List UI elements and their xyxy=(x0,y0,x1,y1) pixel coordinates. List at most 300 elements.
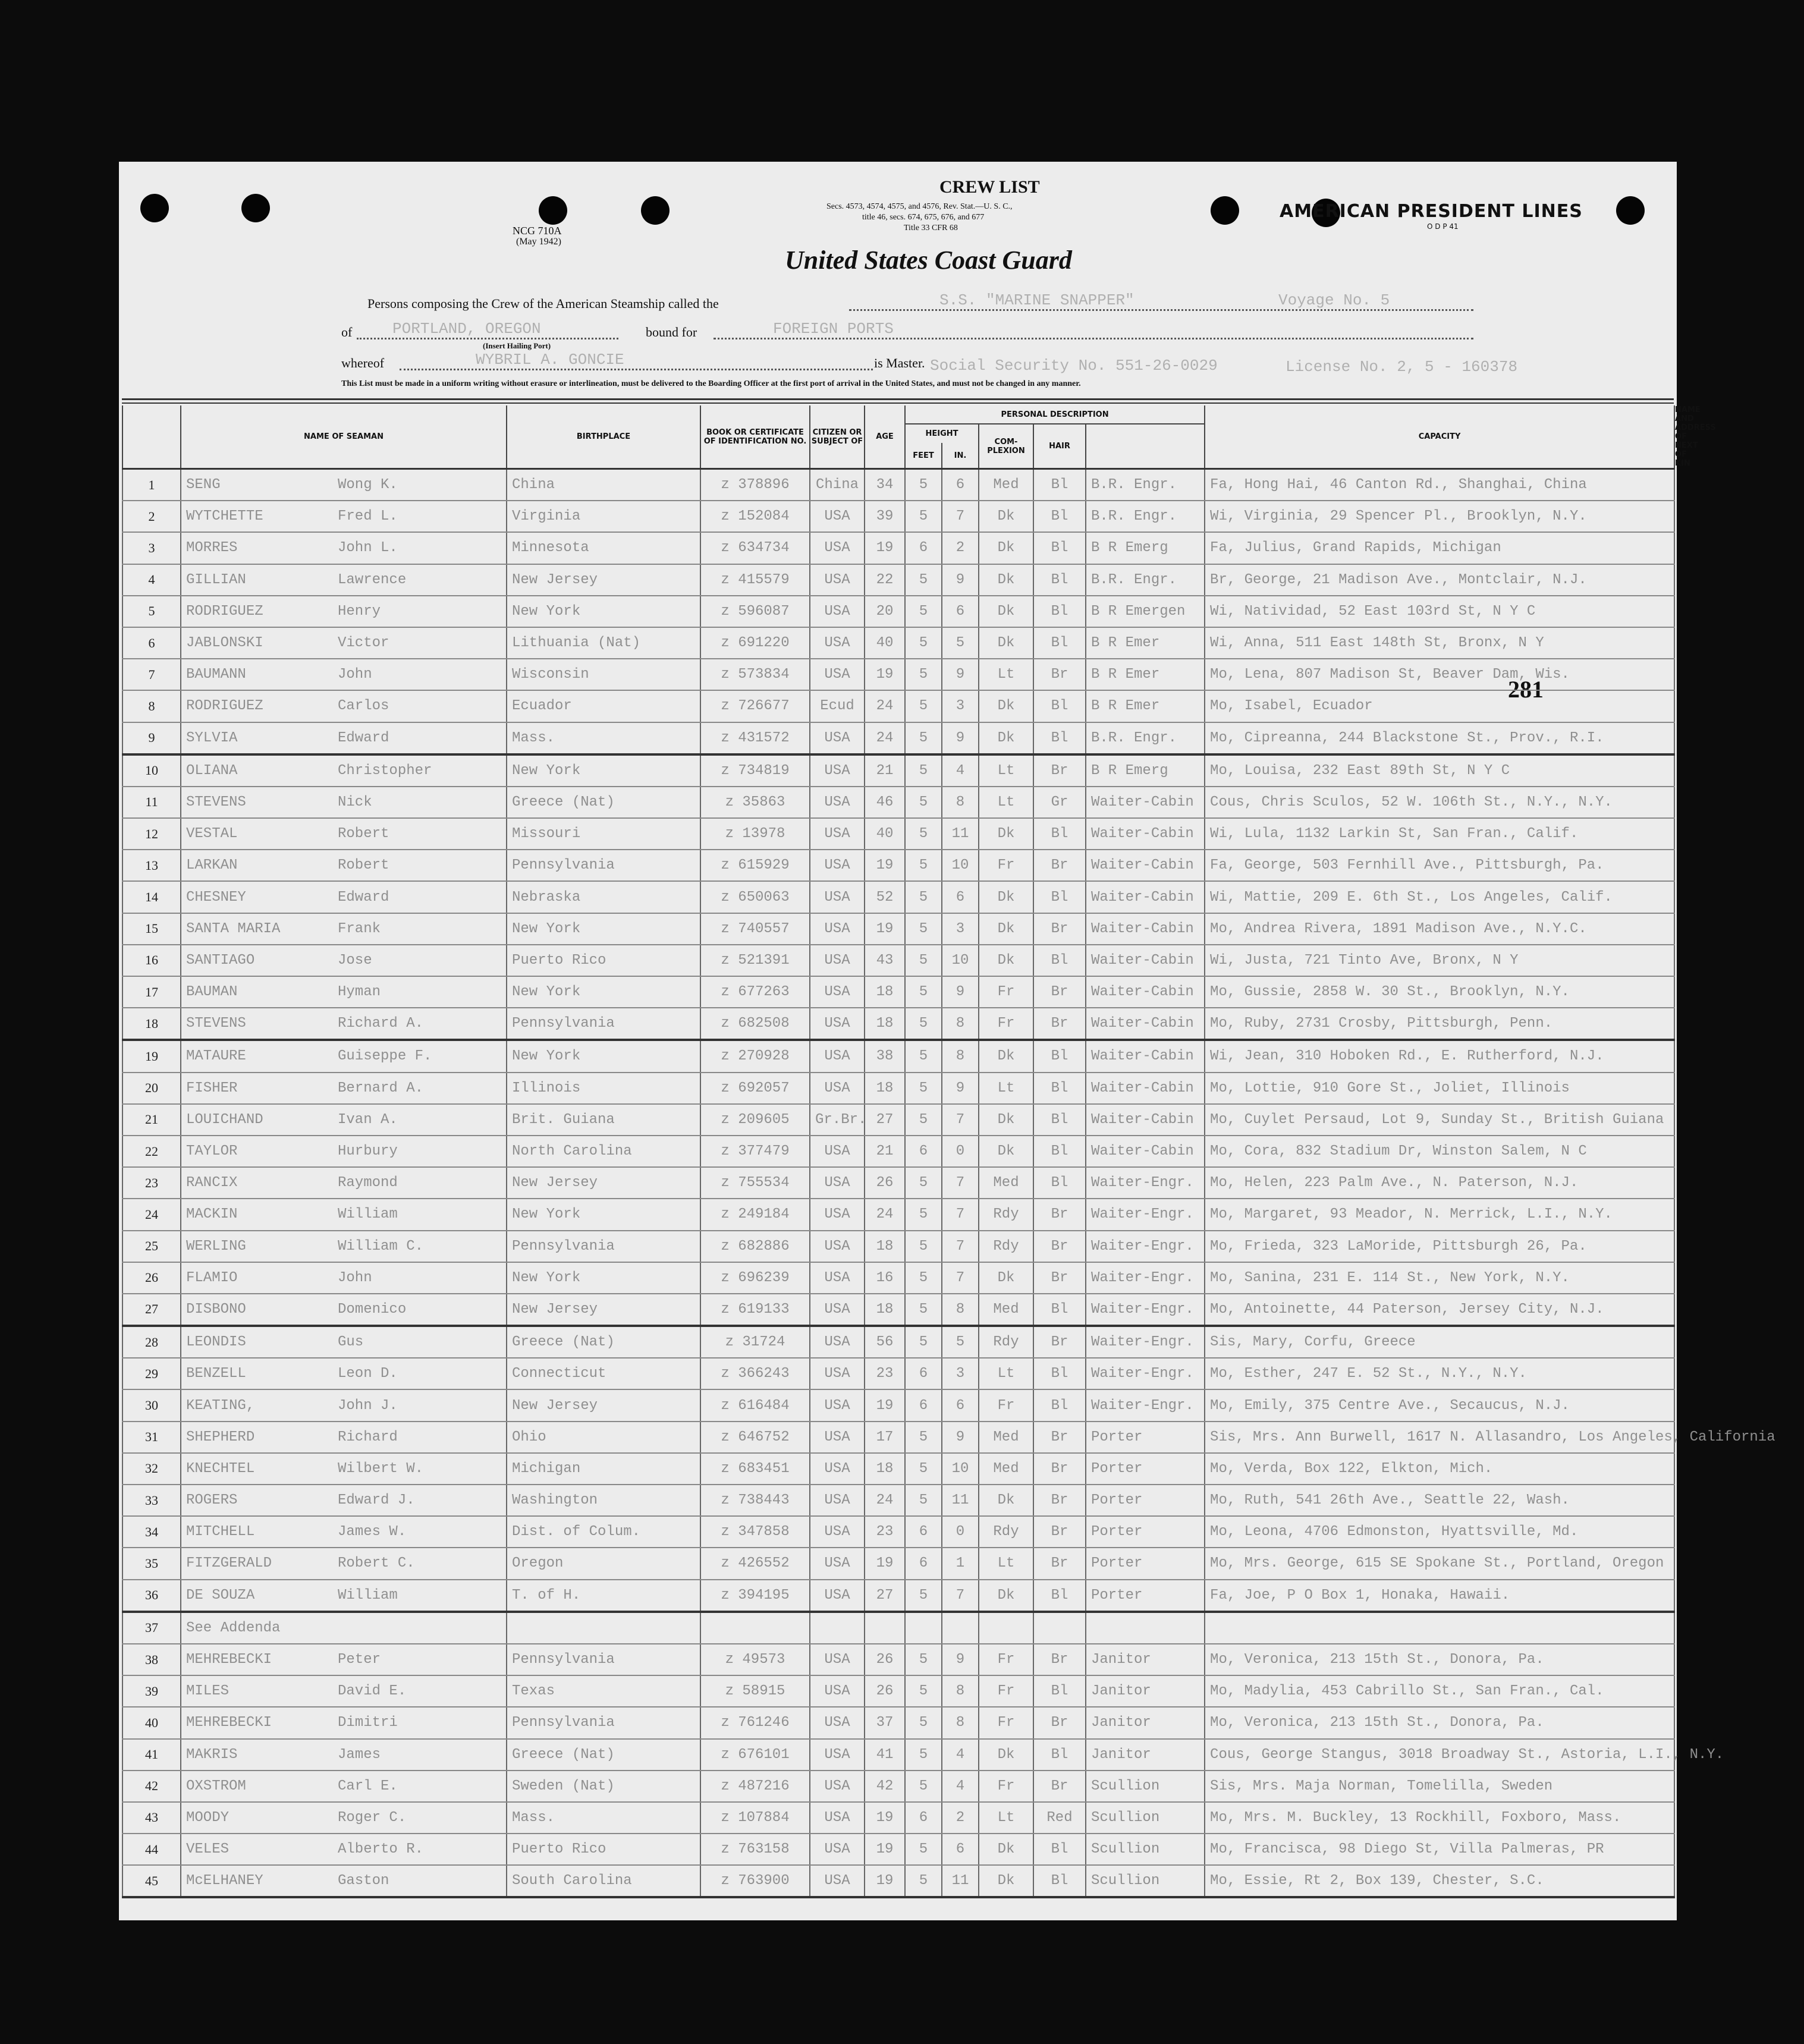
height-feet: 5 xyxy=(905,1199,942,1230)
citizenship: USA xyxy=(810,818,865,850)
given-name: John xyxy=(338,1269,372,1286)
seaman-name xyxy=(181,564,507,596)
given-name: Dimitri xyxy=(338,1715,398,1731)
age-cell: 19 xyxy=(865,1548,905,1579)
height-feet: 6 xyxy=(905,532,942,564)
height-inches: 0 xyxy=(942,1136,979,1167)
hair-cell: Gr xyxy=(1033,787,1086,818)
citizenship: USA xyxy=(810,1644,865,1675)
birthplace-cell: Puerto Rico xyxy=(507,1834,700,1865)
height-feet: 5 xyxy=(905,659,942,690)
capacity-cell: Waiter-Engr. xyxy=(1086,1326,1205,1358)
birthplace-cell: Texas xyxy=(507,1675,700,1707)
table-row xyxy=(122,1422,1674,1453)
complexion-cell: Med xyxy=(979,469,1033,501)
row-number: 5 xyxy=(122,596,181,627)
row-number: 12 xyxy=(122,818,181,850)
capacity-cell: Waiter-Cabin xyxy=(1086,787,1205,818)
table-row xyxy=(122,501,1674,532)
social-security-number: Social Security No. 551-26-0029 xyxy=(930,357,1218,375)
citizenship: USA xyxy=(810,1675,865,1707)
given-name: Ivan A. xyxy=(338,1111,398,1128)
hair-cell: Bl xyxy=(1033,1389,1086,1421)
vessel-name: S.S. "MARINE SNAPPER" xyxy=(939,291,1134,309)
table-row xyxy=(122,1739,1674,1771)
complexion-cell: Med xyxy=(979,1167,1033,1199)
height-inches: 8 xyxy=(942,1008,979,1040)
table-row xyxy=(122,1199,1674,1230)
book-number: z 35863 xyxy=(700,787,810,818)
complexion-cell: Rdy xyxy=(979,1326,1033,1358)
height-feet: 5 xyxy=(905,1580,942,1612)
age-cell: 39 xyxy=(865,501,905,532)
surname: MEHREBECKI xyxy=(186,1652,272,1668)
height-feet: 5 xyxy=(905,1326,942,1358)
seaman-name xyxy=(181,1675,507,1707)
given-name: Edward xyxy=(338,889,389,905)
birthplace-cell: New York xyxy=(507,913,700,945)
complexion-cell: Fr xyxy=(979,1707,1033,1738)
complexion-cell: Lt xyxy=(979,1358,1033,1389)
complexion-cell: Dk xyxy=(979,1040,1033,1072)
height-inches: 6 xyxy=(942,1389,979,1421)
given-name: Robert xyxy=(338,826,389,842)
citizenship: USA xyxy=(810,754,865,787)
table-row xyxy=(122,596,1674,627)
height-feet: 5 xyxy=(905,1771,942,1802)
table-row xyxy=(122,1771,1674,1802)
birthplace-cell: Pennsylvania xyxy=(507,1231,700,1262)
given-name: Carl E. xyxy=(338,1778,398,1794)
birthplace-cell: Illinois xyxy=(507,1073,700,1104)
surname: FITZGERALD xyxy=(186,1555,272,1572)
complexion-cell: Dk xyxy=(979,1485,1033,1516)
surname: MATAURE xyxy=(186,1048,246,1065)
book-number: z 394195 xyxy=(700,1580,810,1612)
next-of-kin: Mo, Mrs. M. Buckley, 13 Rockhill, Foxboro, Mass. xyxy=(1205,1802,1674,1834)
seaman-name xyxy=(181,1802,507,1834)
seaman-name xyxy=(181,1231,507,1262)
height-feet: 5 xyxy=(905,1073,942,1104)
next-of-kin: Mo, Cuylet Persaud, Lot 9, Sunday St., British Guiana xyxy=(1205,1104,1674,1136)
surname: RODRIGUEZ xyxy=(186,698,263,715)
surname: GILLIAN xyxy=(186,571,246,588)
surname: MACKIN xyxy=(186,1206,238,1223)
complexion-cell: Med xyxy=(979,1422,1033,1453)
given-name: Robert C. xyxy=(338,1555,415,1572)
hair-cell: Br xyxy=(1033,1453,1086,1485)
height-inches: 11 xyxy=(942,1865,979,1897)
birthplace-cell: Mass. xyxy=(507,1802,700,1834)
book-number: z 426552 xyxy=(700,1548,810,1579)
table-row xyxy=(122,1231,1674,1262)
age-cell: 18 xyxy=(865,1073,905,1104)
complexion-cell: Dk xyxy=(979,1580,1033,1612)
surname: JABLONSKI xyxy=(186,635,263,652)
height-inches: 9 xyxy=(942,1422,979,1453)
given-name: Lawrence xyxy=(338,571,407,588)
next-of-kin: Wi, Mattie, 209 E. 6th St., Los Angeles, Calif. xyxy=(1205,881,1674,913)
next-of-kin: Mo, Leona, 4706 Edmonston, Hyattsville, Md. xyxy=(1205,1516,1674,1548)
complexion-cell: Lt xyxy=(979,1802,1033,1834)
book-number: z 366243 xyxy=(700,1358,810,1389)
vessel-line xyxy=(849,309,1473,311)
birthplace-cell: Connecticut xyxy=(507,1358,700,1389)
seaman-name xyxy=(181,1580,507,1612)
age-cell: 52 xyxy=(865,881,905,913)
surname: SYLVIA xyxy=(186,729,238,746)
row-number-header xyxy=(122,405,181,469)
complexion-cell: Dk xyxy=(979,818,1033,850)
citizenship: USA xyxy=(810,913,865,945)
height-feet: 6 xyxy=(905,1516,942,1548)
capacity-cell: Porter xyxy=(1086,1580,1205,1612)
seaman-name xyxy=(181,1548,507,1579)
citizen-header: CITIZEN OR SUBJECT OF xyxy=(810,405,865,469)
seaman-name xyxy=(181,722,507,754)
table-row xyxy=(122,1136,1674,1167)
book-number: z 347858 xyxy=(700,1516,810,1548)
row-number: 36 xyxy=(122,1580,181,1612)
hair-cell: Bl xyxy=(1033,881,1086,913)
age-cell: 24 xyxy=(865,690,905,722)
seaman-name xyxy=(181,1358,507,1389)
surname: LARKAN xyxy=(186,857,238,874)
given-name: Richard A. xyxy=(338,1015,424,1032)
next-of-kin: Mo, Lottie, 910 Gore St., Joliet, Illinois xyxy=(1205,1073,1674,1104)
row-number: 41 xyxy=(122,1739,181,1771)
table-row xyxy=(122,564,1674,596)
complexion-cell: Rdy xyxy=(979,1199,1033,1230)
surname: See Addenda xyxy=(186,1620,281,1636)
complexion-cell: Dk xyxy=(979,1834,1033,1865)
given-name: Robert xyxy=(338,857,389,874)
citizenship: USA xyxy=(810,1199,865,1230)
given-name: Henry xyxy=(338,603,381,620)
citizenship: USA xyxy=(810,1040,865,1072)
complexion-cell: Fr xyxy=(979,1644,1033,1675)
row-number: 43 xyxy=(122,1802,181,1834)
birthplace-cell: New York xyxy=(507,596,700,627)
birthplace-cell: Greece (Nat) xyxy=(507,1326,700,1358)
book-number: z 49573 xyxy=(700,1644,810,1675)
seaman-name xyxy=(181,881,507,913)
age-cell: 18 xyxy=(865,1008,905,1040)
height-feet: 5 xyxy=(905,1231,942,1262)
age-cell: 23 xyxy=(865,1358,905,1389)
height-inches: 3 xyxy=(942,1358,979,1389)
capacity-cell: Janitor xyxy=(1086,1675,1205,1707)
hair-cell: Br xyxy=(1033,1516,1086,1548)
hair-cell: Bl xyxy=(1033,1136,1086,1167)
capacity-cell: Waiter-Engr. xyxy=(1086,1294,1205,1326)
citizenship: USA xyxy=(810,976,865,1008)
capacity-cell: B R Emer xyxy=(1086,659,1205,690)
table-row xyxy=(122,754,1674,787)
next-of-kin: Sis, Mary, Corfu, Greece xyxy=(1205,1326,1674,1358)
book-number: z 249184 xyxy=(700,1199,810,1230)
birthplace-cell: Virginia xyxy=(507,501,700,532)
age-cell: 23 xyxy=(865,1516,905,1548)
book-number: z 270928 xyxy=(700,1040,810,1072)
seaman-name xyxy=(181,501,507,532)
hair-cell: Bl xyxy=(1033,1294,1086,1326)
height-feet: 5 xyxy=(905,787,942,818)
given-name: Wilbert W. xyxy=(338,1460,424,1477)
citizenship: USA xyxy=(810,1422,865,1453)
height-feet: 6 xyxy=(905,1358,942,1389)
hair-cell: Br xyxy=(1033,1199,1086,1230)
surname: RODRIGUEZ xyxy=(186,603,263,620)
hair-cell: Bl xyxy=(1033,945,1086,976)
book-number: z 596087 xyxy=(700,596,810,627)
book-number: z 734819 xyxy=(700,754,810,787)
complexion-cell: Dk xyxy=(979,690,1033,722)
surname: MEHREBECKI xyxy=(186,1715,272,1731)
seaman-name xyxy=(181,469,507,501)
age-cell: 37 xyxy=(865,1707,905,1738)
age-cell: 41 xyxy=(865,1739,905,1771)
complexion-cell: Dk xyxy=(979,501,1033,532)
given-name: Nick xyxy=(338,794,372,810)
age-cell: 34 xyxy=(865,469,905,501)
table-row xyxy=(122,659,1674,690)
capacity-cell: Waiter-Cabin xyxy=(1086,1136,1205,1167)
height-inches: 6 xyxy=(942,596,979,627)
book-number: z 683451 xyxy=(700,1453,810,1485)
table-row xyxy=(122,850,1674,881)
next-of-kin: Mo, Madylia, 453 Cabrillo St., San Fran., Cal. xyxy=(1205,1675,1674,1707)
seaman-name xyxy=(181,913,507,945)
birthplace-cell: Mass. xyxy=(507,722,700,754)
citizenship: USA xyxy=(810,1802,865,1834)
surname: FLAMIO xyxy=(186,1269,238,1286)
book-number: z 573834 xyxy=(700,659,810,690)
citizenship: USA xyxy=(810,1167,865,1199)
height-inches: 3 xyxy=(942,690,979,722)
next-of-kin: Mo, Lena, 807 Madison St, Beaver Dam, Wis. xyxy=(1205,659,1674,690)
birthplace-cell: T. of H. xyxy=(507,1580,700,1612)
table-row xyxy=(122,469,1674,501)
birthplace-cell: New Jersey xyxy=(507,1167,700,1199)
capacity-cell: Waiter-Cabin xyxy=(1086,818,1205,850)
next-of-kin: Cous, George Stangus, 3018 Broadway St., Astoria, L.I., N.Y. xyxy=(1205,1739,1674,1771)
hair-cell: Bl xyxy=(1033,596,1086,627)
row-number: 19 xyxy=(122,1040,181,1072)
age-cell: 27 xyxy=(865,1580,905,1612)
book-number: z 415579 xyxy=(700,564,810,596)
book-number: z 650063 xyxy=(700,881,810,913)
complexion-cell: Med xyxy=(979,1453,1033,1485)
complexion-cell: Lt xyxy=(979,1073,1033,1104)
next-of-kin: Mo, Mrs. George, 615 SE Spokane St., Portland, Oregon xyxy=(1205,1548,1674,1579)
next-of-kin: Mo, Cora, 832 Stadium Dr, Winston Salem, N C xyxy=(1205,1136,1674,1167)
citizenship: USA xyxy=(810,1262,865,1294)
height-inches xyxy=(942,1612,979,1644)
row-number: 6 xyxy=(122,627,181,659)
surname: MITCHELL xyxy=(186,1524,255,1540)
punch-hole xyxy=(140,194,169,222)
capacity-cell: B.R. Engr. xyxy=(1086,501,1205,532)
next-of-kin: Fa, Julius, Grand Rapids, Michigan xyxy=(1205,532,1674,564)
age-cell: 22 xyxy=(865,564,905,596)
hair-cell: Bl xyxy=(1033,1580,1086,1612)
capacity-cell: B.R. Engr. xyxy=(1086,469,1205,501)
row-number: 32 xyxy=(122,1453,181,1485)
complexion-cell: Dk xyxy=(979,1865,1033,1897)
surname: WERLING xyxy=(186,1238,246,1254)
seaman-name xyxy=(181,850,507,881)
license-number: License No. 2, 5 - 160378 xyxy=(1286,358,1518,376)
row-number: 31 xyxy=(122,1422,181,1453)
statute-reference: Secs. 4573, 4574, 4575, and 4576, Rev. Stat.—U. S. C., xyxy=(826,202,1013,211)
given-name: Roger C. xyxy=(338,1809,407,1826)
book-number: z 615929 xyxy=(700,850,810,881)
seaman-name xyxy=(181,1485,507,1516)
table-row xyxy=(122,1389,1674,1421)
next-of-kin: Wi, Jean, 310 Hoboken Rd., E. Rutherford, N.J. xyxy=(1205,1040,1674,1072)
height-inches: 1 xyxy=(942,1548,979,1579)
age-cell: 19 xyxy=(865,532,905,564)
given-name: William C. xyxy=(338,1238,424,1254)
citizenship: USA xyxy=(810,1771,865,1802)
citizenship: USA xyxy=(810,1294,865,1326)
age-cell: 27 xyxy=(865,1104,905,1136)
capacity-cell: Waiter-Cabin xyxy=(1086,913,1205,945)
complexion-cell: Fr xyxy=(979,1008,1033,1040)
next-of-kin: Cous, Chris Sculos, 52 W. 106th St., N.Y., N.Y. xyxy=(1205,787,1674,818)
hair-cell: Br xyxy=(1033,976,1086,1008)
height-feet: 5 xyxy=(905,1167,942,1199)
next-of-kin: Mo, Veronica, 213 15th St., Donora, Pa. xyxy=(1205,1644,1674,1675)
given-name: Domenico xyxy=(338,1301,407,1317)
book-number: z 13978 xyxy=(700,818,810,850)
hair-header: HAIR xyxy=(1033,424,1086,469)
complexion-cell: Lt xyxy=(979,787,1033,818)
capacity-cell: B R Emer xyxy=(1086,627,1205,659)
row-number: 16 xyxy=(122,945,181,976)
table-row xyxy=(122,627,1674,659)
citizenship: USA xyxy=(810,596,865,627)
complexion-header: COM-PLEXION xyxy=(979,424,1033,469)
given-name: Frank xyxy=(338,920,381,937)
height-inches: 10 xyxy=(942,1453,979,1485)
height-inches: 7 xyxy=(942,1167,979,1199)
master-label: is Master. xyxy=(874,356,925,370)
row-number: 21 xyxy=(122,1104,181,1136)
book-number: z 726677 xyxy=(700,690,810,722)
next-of-kin: Br, George, 21 Madison Ave., Montclair, N.J. xyxy=(1205,564,1674,596)
book-number: z 761246 xyxy=(700,1707,810,1738)
height-inches: 10 xyxy=(942,945,979,976)
row-number: 40 xyxy=(122,1707,181,1738)
row-number: 39 xyxy=(122,1675,181,1707)
given-name: Gus xyxy=(338,1334,364,1351)
age-cell: 24 xyxy=(865,722,905,754)
table-row xyxy=(122,976,1674,1008)
statute-reference-2: title 46, secs. 674, 675, 676, and 677 xyxy=(862,213,985,222)
hair-cell: Br xyxy=(1033,1771,1086,1802)
seaman-name xyxy=(181,627,507,659)
height-inches: 3 xyxy=(942,913,979,945)
hair-cell: Br xyxy=(1033,1262,1086,1294)
given-name: Victor xyxy=(338,635,389,652)
birthplace-cell: Sweden (Nat) xyxy=(507,1771,700,1802)
height-inches: 8 xyxy=(942,1294,979,1326)
height-feet: 5 xyxy=(905,722,942,754)
height-feet: 5 xyxy=(905,596,942,627)
row-number: 15 xyxy=(122,913,181,945)
surname: BAUMAN xyxy=(186,984,238,1001)
seaman-name xyxy=(181,659,507,690)
age-cell xyxy=(865,1612,905,1644)
table-row xyxy=(122,945,1674,976)
next-of-kin: Fa, Hong Hai, 46 Canton Rd., Shanghai, China xyxy=(1205,469,1674,501)
seaman-name xyxy=(181,1771,507,1802)
hair-cell: Br xyxy=(1033,754,1086,787)
table-row xyxy=(122,1865,1674,1897)
height-feet: 5 xyxy=(905,1834,942,1865)
age-cell: 17 xyxy=(865,1422,905,1453)
age-cell: 18 xyxy=(865,1231,905,1262)
seaman-name xyxy=(181,976,507,1008)
surname: DE SOUZA xyxy=(186,1587,255,1603)
height-inches: 8 xyxy=(942,1707,979,1738)
height-inches: 9 xyxy=(942,564,979,596)
complexion-cell: Dk xyxy=(979,913,1033,945)
hair-cell: Br xyxy=(1033,850,1086,881)
hair-cell: Red xyxy=(1033,1802,1086,1834)
feet-header: FEET xyxy=(905,443,942,469)
table-row xyxy=(122,913,1674,945)
capacity-cell xyxy=(1086,1612,1205,1644)
height-inches: 7 xyxy=(942,1580,979,1612)
capacity-header: CAPACITY xyxy=(1205,405,1674,469)
book-number: z 691220 xyxy=(700,627,810,659)
seaman-name xyxy=(181,1136,507,1167)
page-number: 281 xyxy=(1508,676,1544,703)
book-number: z 755534 xyxy=(700,1167,810,1199)
book-number: z 487216 xyxy=(700,1771,810,1802)
citizenship: USA xyxy=(810,1358,865,1389)
next-of-kin: Wi, Natividad, 52 East 103rd St, N Y C xyxy=(1205,596,1674,627)
table-row xyxy=(122,1326,1674,1358)
citizenship: USA xyxy=(810,627,865,659)
capacity-cell: Waiter-Engr. xyxy=(1086,1262,1205,1294)
given-name: William xyxy=(338,1587,398,1603)
birthplace-cell: Pennsylvania xyxy=(507,850,700,881)
age-cell: 43 xyxy=(865,945,905,976)
crew-rows xyxy=(122,469,1775,1898)
capacity-cell: Waiter-Cabin xyxy=(1086,976,1205,1008)
age-cell: 19 xyxy=(865,1389,905,1421)
height-inches: 7 xyxy=(942,1104,979,1136)
inches-header: IN. xyxy=(942,443,979,469)
table-row xyxy=(122,1104,1674,1136)
hair-cell: Bl xyxy=(1033,627,1086,659)
hair-cell: Br xyxy=(1033,1422,1086,1453)
complexion-cell: Dk xyxy=(979,722,1033,754)
seaman-name xyxy=(181,1516,507,1548)
next-of-kin: Fa, George, 503 Fernhill Ave., Pittsburgh, Pa. xyxy=(1205,850,1674,881)
birthplace-cell: New York xyxy=(507,1262,700,1294)
seaman-name xyxy=(181,1739,507,1771)
book-number: z 676101 xyxy=(700,1739,810,1771)
hair-cell: Bl xyxy=(1033,501,1086,532)
table-row xyxy=(122,1358,1674,1389)
capacity-cell: Scullion xyxy=(1086,1802,1205,1834)
agency-title: United States Coast Guard xyxy=(785,246,1072,275)
